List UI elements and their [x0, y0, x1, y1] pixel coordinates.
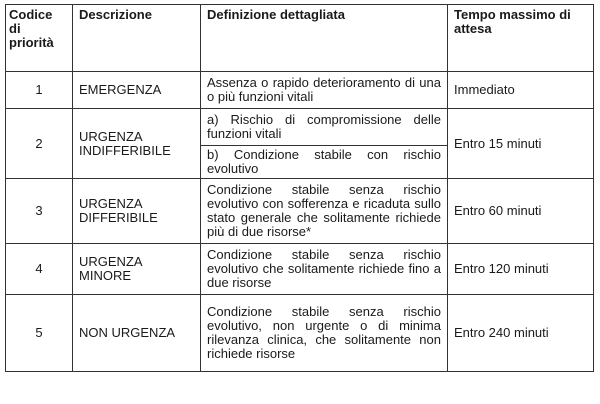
row-description: NON URGENZA — [73, 295, 201, 372]
row-description: URGENZA MINORE — [73, 244, 201, 295]
row-code: 1 — [6, 72, 73, 109]
table-header-row — [6, 5, 594, 72]
table-row — [6, 295, 594, 372]
row-code: 3 — [6, 179, 73, 244]
row-description: URGENZA DIFFERIBILE — [73, 179, 201, 244]
triage-priority-table — [5, 4, 594, 372]
row-time: Entro 15 minuti — [448, 109, 594, 179]
table-row — [6, 72, 594, 109]
row-code: 5 — [6, 295, 73, 372]
row-code: 4 — [6, 244, 73, 295]
row-definition-a: a) Rischio di compromissione delle funzioni vitali — [201, 109, 448, 146]
row-definition: Condizione stabile senza rischio evolutivo, non urgente o di minima rilevanza clinica, che solitamente non richiede risorse — [201, 295, 448, 372]
header-definition: Definizione dettagliata — [201, 5, 448, 72]
row-definition-b: b) Condizione stabile con rischio evolutivo — [201, 146, 448, 179]
header-description: Descrizione — [73, 5, 201, 72]
row-description: EMERGENZA — [73, 72, 201, 109]
table-row — [6, 244, 594, 295]
row-time: Immediato — [448, 72, 594, 109]
row-time: Entro 240 minuti — [448, 295, 594, 372]
header-time: Tempo massimo di attesa — [448, 5, 594, 72]
table-row — [6, 109, 594, 146]
row-description: URGENZA INDIFFERIBILE — [73, 109, 201, 179]
row-definition: Assenza o rapido deterioramento di una o più funzioni vitali — [201, 72, 448, 109]
row-definition: Condizione stabile senza rischio evolutivo con sofferenza e ricaduta sullo stato generale che solitamente richiede più di due risorse* — [201, 179, 448, 244]
row-code: 2 — [6, 109, 73, 179]
header-code: Codice di priorità — [6, 5, 73, 72]
row-time: Entro 60 minuti — [448, 179, 594, 244]
row-definition: Condizione stabile senza rischio evolutivo che solitamente richiede fino a due risorse — [201, 244, 448, 295]
table-row — [6, 179, 594, 244]
priority-table-container — [5, 4, 594, 372]
row-time: Entro 120 minuti — [448, 244, 594, 295]
